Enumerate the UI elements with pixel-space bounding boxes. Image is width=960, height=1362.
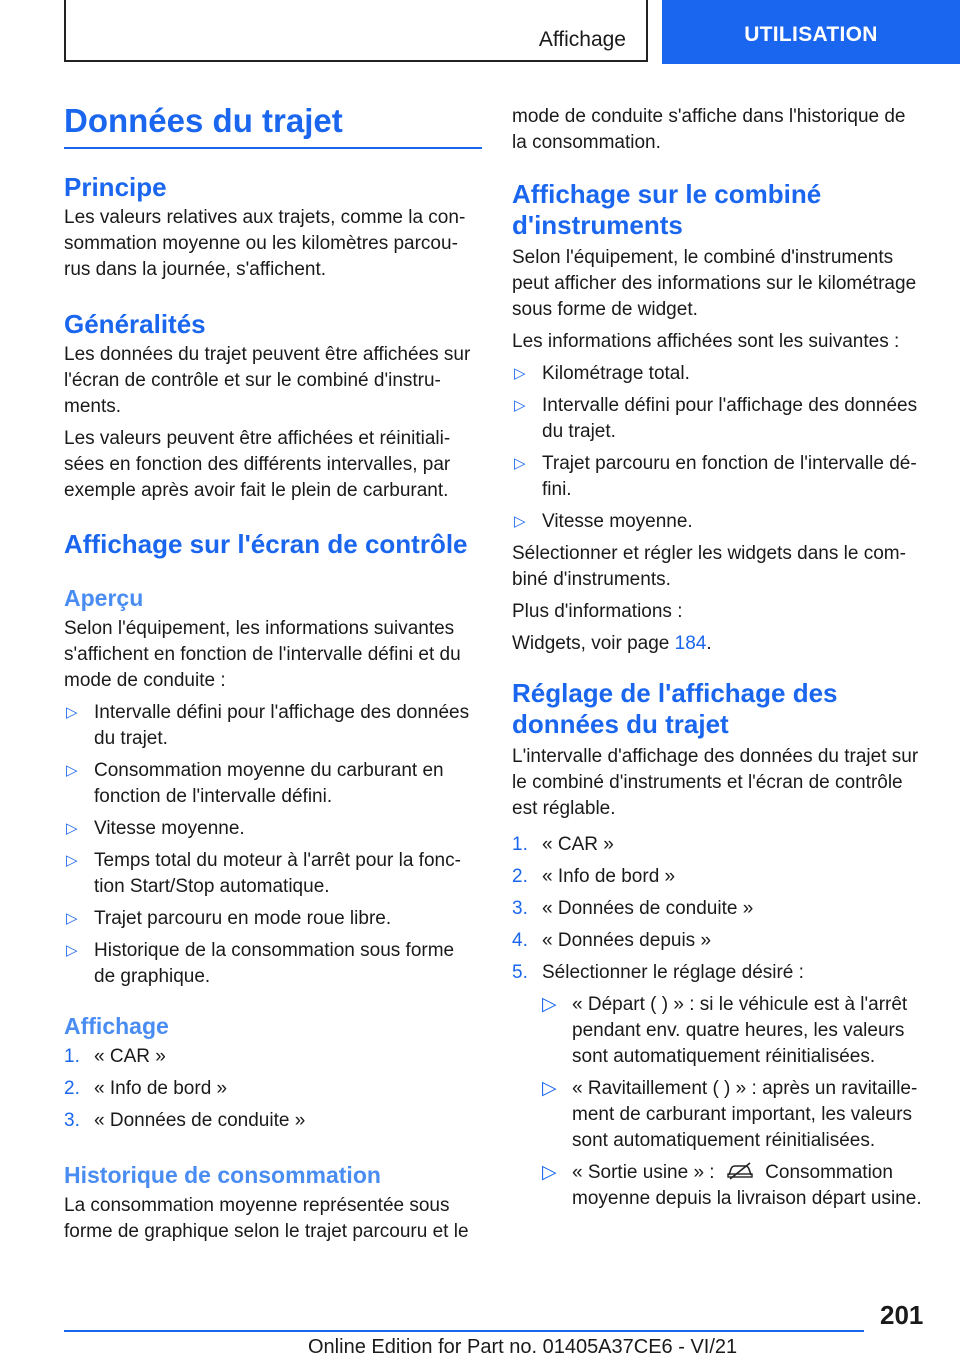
heading-line: Réglage de l'affichage des <box>512 678 838 708</box>
item-line: de graphique. <box>94 966 211 987</box>
text-line: Selon l'équipement, les informations suivantes <box>64 618 455 639</box>
item-line: Temps total du moteur à l'arrêt pour la fonc- <box>94 850 461 871</box>
text-line: Selon l'équipement, le combiné d'instruments <box>512 247 894 268</box>
step-text: « Données depuis » <box>542 930 712 951</box>
text-line: l'écran de contrôle et sur le combiné d'instru- <box>64 370 441 391</box>
header-tab-label: UTILISATION <box>744 23 878 46</box>
item-line: Intervalle défini pour l'affichage des données <box>542 395 918 416</box>
heading-combine <box>512 179 926 241</box>
step-number: 2. <box>512 866 528 887</box>
text-line: la consommation. <box>512 132 661 153</box>
triangle-bullet-icon: ▷ <box>66 852 78 869</box>
heading-line: données du trajet <box>512 709 729 739</box>
sub-list-item <box>542 1160 932 1212</box>
step-number: 1. <box>64 1046 80 1067</box>
item-line: fini. <box>542 479 572 500</box>
heading-historique: Historique de consommation <box>64 1162 381 1188</box>
item-line: ment de carburant important, les valeurs <box>572 1104 913 1125</box>
triangle-bullet-icon: ▷ <box>542 1162 557 1183</box>
text-line: est réglable. <box>512 798 616 819</box>
section-ecran-controle <box>64 529 494 560</box>
triangle-bullet-icon: ▷ <box>542 994 557 1015</box>
text-line: Sélectionner et régler les widgets dans le com- <box>512 543 906 564</box>
text-line: forme de graphique selon le trajet parcouru et le <box>64 1221 469 1242</box>
list-item <box>64 938 482 990</box>
text-line: sées en fonction des différents intervalles, par <box>64 454 451 475</box>
item-line: Trajet parcouru en fonction de l'intervalle dé- <box>542 453 917 474</box>
combine-paragraph-2: Les informations affichées sont les suivantes : <box>512 331 900 352</box>
combine-paragraph-4: Plus d'informations : <box>512 601 683 622</box>
triangle-bullet-icon: ▷ <box>514 397 526 414</box>
generalites-paragraph-1 <box>64 342 482 420</box>
item-line: « Sortie usine » : <box>572 1162 720 1183</box>
text-line: peut afficher des informations sur le kilométrage <box>512 273 917 294</box>
step-text: « Info de bord » <box>94 1078 228 1099</box>
triangle-bullet-icon: ▷ <box>66 910 78 927</box>
step-item <box>64 1044 482 1070</box>
car-icon <box>726 1161 754 1181</box>
reference-prefix: Widgets, voir page <box>512 633 675 654</box>
triangle-bullet-icon: ▷ <box>514 365 526 382</box>
triangle-bullet-icon: ▷ <box>66 820 78 837</box>
item-line: Intervalle défini pour l'affichage des données <box>94 702 470 723</box>
list-item <box>64 700 482 752</box>
text-line: s'affichent en fonction de l'intervalle défini et du <box>64 644 461 665</box>
step-text: Sélectionner le réglage désiré : <box>542 962 804 983</box>
item-line: moyenne depuis la livraison départ usine. <box>572 1188 922 1209</box>
step-item <box>512 864 932 890</box>
step-number: 2. <box>64 1078 80 1099</box>
step-item <box>64 1076 482 1102</box>
list-item <box>512 393 926 445</box>
text-line: Les valeurs peuvent être affichées et réinitiali- <box>64 428 451 449</box>
text-line: sommation moyenne ou les kilomètres parcou- <box>64 233 458 254</box>
reglage-text <box>512 744 932 822</box>
list-item <box>64 758 482 810</box>
step-number: 4. <box>512 930 528 951</box>
item-line: sont automatiquement réinitialisées. <box>572 1130 876 1151</box>
sub-list-item <box>542 1076 932 1154</box>
combine-list <box>512 361 926 535</box>
page-title: Données du trajet <box>64 102 343 139</box>
heading-line: d'instruments <box>512 210 683 240</box>
step-item <box>64 1108 482 1134</box>
item-line: Kilométrage total. <box>542 363 690 384</box>
item-line: Vitesse moyenne. <box>94 818 245 839</box>
text-line: mode de conduite : <box>64 670 226 691</box>
heading-apercu: Aperçu <box>64 585 144 611</box>
text-line: Les valeurs relatives aux trajets, comme la con- <box>64 207 466 228</box>
text-line: Les données du trajet peuvent être affichées sur <box>64 344 471 365</box>
text-line: La consommation moyenne représentée sous <box>64 1195 450 1216</box>
list-item <box>64 906 482 932</box>
text-line: mode de conduite s'affiche dans l'historique de <box>512 106 906 127</box>
step-text: « Info de bord » <box>542 866 676 887</box>
step-item <box>512 832 932 858</box>
section-combine <box>512 179 926 657</box>
generalites-paragraph-2 <box>64 426 482 504</box>
step-text: « Données de conduite » <box>542 898 754 919</box>
section-historique <box>64 1161 482 1245</box>
step-text: « Données de conduite » <box>94 1110 306 1131</box>
widgets-reference <box>512 631 926 657</box>
item-line: tion Start/Stop automatique. <box>94 876 330 897</box>
triangle-bullet-icon: ▷ <box>66 704 78 721</box>
section-reglage <box>512 678 932 1212</box>
affichage-steps <box>64 1044 482 1134</box>
step-text: « CAR » <box>94 1046 166 1067</box>
step-number: 3. <box>64 1110 80 1131</box>
section-affichage <box>64 1012 482 1134</box>
continuation-text <box>512 104 926 156</box>
list-item <box>512 361 926 387</box>
heading-reglage <box>512 678 932 740</box>
apercu-list <box>64 700 482 990</box>
title-divider <box>64 147 482 149</box>
right-continuation <box>512 104 926 156</box>
combine-paragraph-1 <box>512 245 926 323</box>
triangle-bullet-icon: ▷ <box>66 762 78 779</box>
step-item <box>512 896 932 922</box>
text-line: L'intervalle d'affichage des données du trajet sur <box>512 746 919 767</box>
reference-suffix: . <box>706 633 712 654</box>
triangle-bullet-icon: ▷ <box>514 513 526 530</box>
item-line: fonction de l'intervalle défini. <box>94 786 333 807</box>
footer-edition: Online Edition for Part no. 01405A37CE6 - VI/21 <box>308 1336 738 1358</box>
header-tab-utilisation <box>662 0 960 64</box>
list-item <box>64 848 482 900</box>
heading-line: Affichage sur le combiné <box>512 179 822 209</box>
triangle-bullet-icon: ▷ <box>66 942 78 959</box>
item-line: Vitesse moyenne. <box>542 511 693 532</box>
item-line: « Ravitaillement ( ) » : après un ravitaille- <box>572 1078 918 1099</box>
item-line: Trajet parcouru en mode roue libre. <box>94 908 392 929</box>
page-link-184[interactable]: 184 <box>674 633 707 654</box>
header-section-label: Affichage <box>538 28 626 51</box>
step-number: 3. <box>512 898 528 919</box>
text-line: rus dans la journée, s'affichent. <box>64 259 327 280</box>
text-line: le combiné d'instruments et l'écran de contrôle <box>512 772 903 793</box>
section-generalites <box>64 309 482 504</box>
list-item <box>64 816 482 842</box>
reglage-steps <box>512 832 932 1212</box>
combine-paragraph-3 <box>512 541 926 593</box>
heading-principe: Principe <box>64 172 167 202</box>
item-line: pendant env. quatre heures, les valeurs <box>572 1020 905 1041</box>
sub-list-item <box>542 992 932 1070</box>
section-apercu <box>64 584 482 990</box>
principe-text <box>64 205 482 283</box>
item-line: sont automatiquement réinitialisées. <box>572 1046 876 1067</box>
step-item <box>512 928 932 954</box>
text-line: biné d'instruments. <box>512 569 671 590</box>
item-line: du trajet. <box>94 728 168 749</box>
step-number: 5. <box>512 962 528 983</box>
item-line: du trajet. <box>542 421 616 442</box>
step-item <box>512 960 932 1212</box>
footer-divider <box>64 1330 864 1332</box>
item-line: « Départ ( ) » : si le véhicule est à l'arrêt <box>572 994 908 1015</box>
triangle-bullet-icon: ▷ <box>542 1078 557 1099</box>
page-number: 201 <box>880 1300 924 1330</box>
item-line: Consommation <box>759 1162 893 1183</box>
heading-ecran-controle: Affichage sur l'écran de contrôle <box>64 529 468 559</box>
item-line: Consommation moyenne du carburant en <box>94 760 444 781</box>
item-line: Historique de la consommation sous forme <box>94 940 455 961</box>
step-text: « CAR » <box>542 834 614 855</box>
historique-text <box>64 1193 482 1245</box>
text-line: sous forme de widget. <box>512 299 698 320</box>
heading-affichage: Affichage <box>64 1013 169 1039</box>
list-item <box>512 509 926 535</box>
step-number: 1. <box>512 834 528 855</box>
heading-generalites: Généralités <box>64 309 206 339</box>
reglage-sub-list <box>542 992 932 1212</box>
section-principe <box>64 172 482 283</box>
triangle-bullet-icon: ▷ <box>514 455 526 472</box>
text-line: ments. <box>64 396 122 417</box>
list-item <box>512 451 926 503</box>
apercu-text <box>64 616 482 694</box>
text-line: exemple après avoir fait le plein de carburant. <box>64 480 449 501</box>
